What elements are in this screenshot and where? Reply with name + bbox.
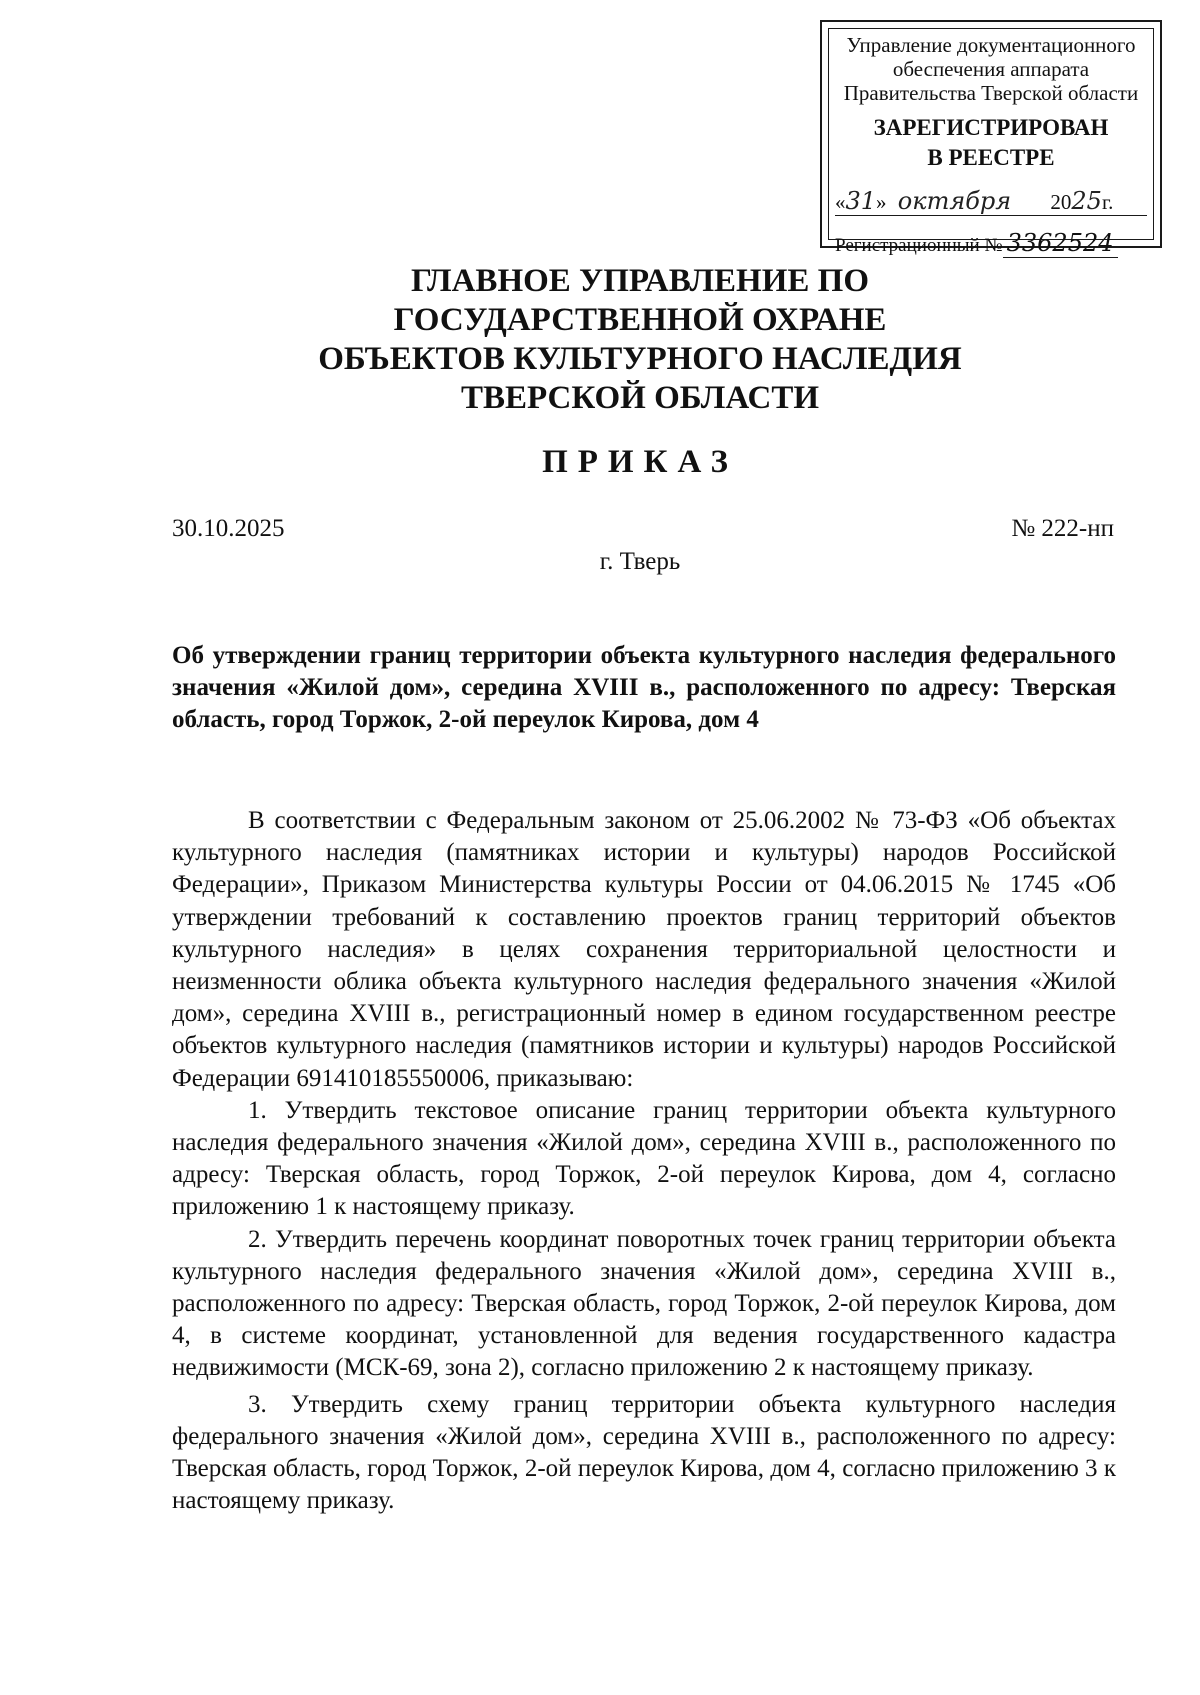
stamp-date-year-prefix: 20 xyxy=(1050,190,1072,214)
order-date: 30.10.2025 xyxy=(172,515,285,542)
stamp-date-year-suffix: 25 xyxy=(1071,187,1102,215)
stamp-date-day: 31 xyxy=(845,187,877,215)
stamp-date xyxy=(835,187,1147,215)
order-item-1: 1. Утвердить текстовое описание границ территории объекта культурного наследия федерального значения «Жилой дом», середина XVIII в., расположенного по адресу: Тверская область, город Торжок, 2-ой переулок Кирова, дом 4, согласно приложению 1 к настоящему приказу. xyxy=(172,1096,1116,1221)
organization-title-line-1: ГЛАВНОЕ УПРАВЛЕНИЕ ПО xyxy=(411,263,869,299)
organization-title-line-2: ГОСУДАРСТВЕННОЙ ОХРАНЕ xyxy=(393,302,887,338)
stamp-status xyxy=(835,113,1147,173)
stamp-date-close-quote: » xyxy=(876,190,887,214)
stamp-issuer-line-2: обеспечения аппарата xyxy=(892,57,1090,81)
order-item-3: 3. Утвердить схему границ территории объекта культурного наследия федерального значения «Жилой дом», середина XVIII в., расположенного по адресу: Тверская область, город Торжок, 2-ой переулок Кирова, дом 4, согласно приложению 3 к настоящему приказу. xyxy=(172,1390,1116,1515)
order-number: № 222-нп xyxy=(1011,515,1114,542)
order-city: г. Тверь xyxy=(599,548,681,575)
stamp-date-month: октября xyxy=(897,187,1012,215)
organization-title-line-3: ОБЪЕКТОВ КУЛЬТУРНОГО НАСЛЕДИЯ xyxy=(318,341,962,377)
organization-title xyxy=(170,262,1110,418)
registration-stamp xyxy=(820,20,1162,257)
order-subject: Об утверждении границ территории объекта культурного наследия федерального значения «Жилой дом», середина XVIII в., расположенного по адресу: Тверская область, город Торжок, 2-ой переулок Кирова, дом 4 xyxy=(172,642,1116,733)
organization-title-line-4: ТВЕРСКОЙ ОБЛАСТИ xyxy=(460,380,820,416)
order-item-2: 2. Утвердить перечень координат поворотных точек границ территории объекта культурного наследия федерального значения «Жилой дом», середина XVIII в., расположенного по адресу: Тверская область, город Торжок, 2-ой переулок Кирова, дом 4, в системе координат, установленной для ведения государственного кадастра недвижимости (МСК-69, зона 2), согласно приложению 2 к настоящему приказу. xyxy=(172,1225,1116,1382)
stamp-issuer-line-3: Правительства Тверской области xyxy=(843,81,1139,105)
stamp-reg-number: 3362524 xyxy=(1003,229,1118,258)
registration-stamp-frame xyxy=(828,28,1154,257)
document-type: ПРИКАЗ xyxy=(542,444,738,480)
stamp-issuer-line-1: Управление документационного xyxy=(846,33,1136,57)
stamp-date-year-unit: г. xyxy=(1101,190,1114,214)
stamp-date-open-quote: « xyxy=(835,190,846,214)
stamp-status-line-2: В РЕЕСТРЕ xyxy=(927,145,1055,170)
order-body xyxy=(172,805,1116,1517)
stamp-reg-label: Регистрационный № xyxy=(835,235,1003,256)
order-preamble: В соответствии с Федеральным законом от 25.06.2002 № 73-ФЗ «Об объектах культурного наследия (памятниках истории и культуры) народов Российской Федерации», Приказом Министерства культуры России от 04.06.2015 № 1745 «Об утверждении требований к составлению проектов границ территорий объектов культурного наследия» в целях сохранения территориальной целостности и неизменности облика объекта культурного наследия федерального значения «Жилой дом», середина XVIII в., регистрационный номер в едином государственном реестре объектов культурного наследия (памятников истории и культуры) народов Российской Федерации 691410185550006, приказываю: xyxy=(172,807,1116,1092)
stamp-status-line-1: ЗАРЕГИСТРИРОВАН xyxy=(873,115,1109,140)
stamp-registration-number xyxy=(835,229,1147,257)
